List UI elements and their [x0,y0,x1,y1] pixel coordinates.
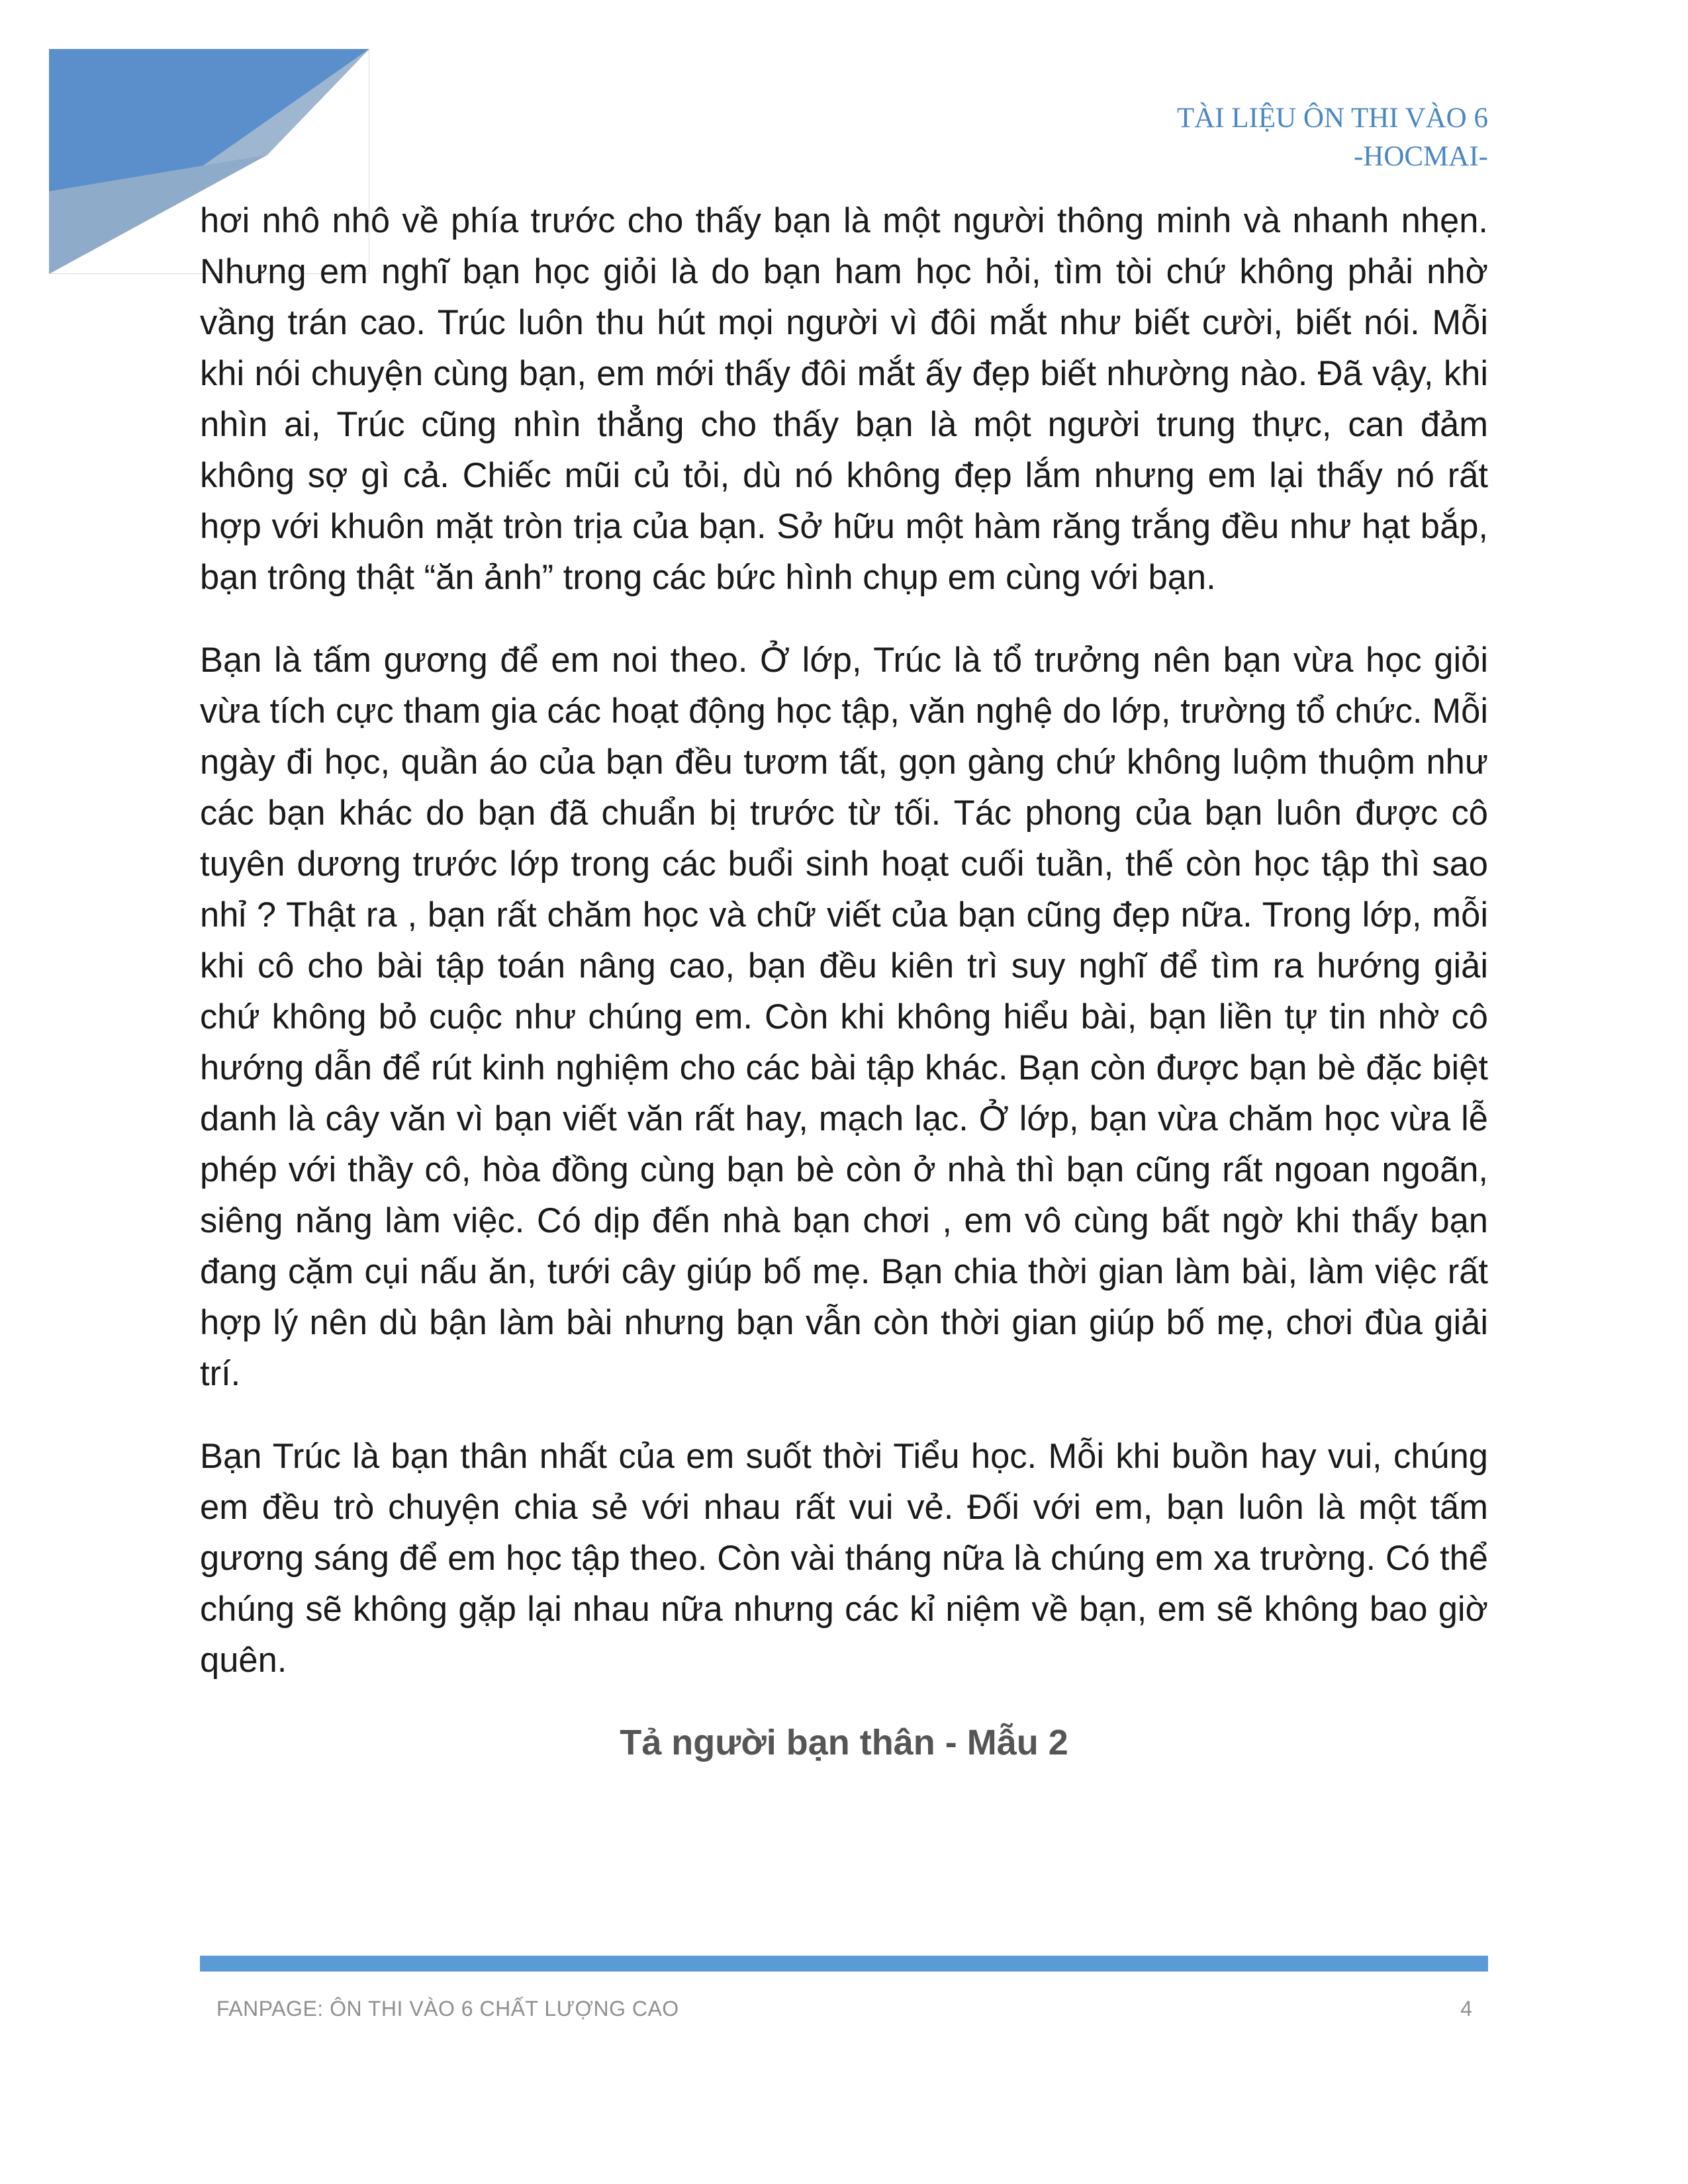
section-title: Tả người bạn thân - Mẫu 2 [620,1723,1068,1762]
body-paragraph-1: hơi nhô nhô về phía trước cho thấy bạn là một người thông minh và nhanh nhẹn. Nhưng em nghĩ bạn học giỏi là do bạn ham học hỏi, tìm tòi chứ không phải nhờ vầng trán cao. Trúc luôn thu hút mọi người vì đôi mắt như biết cười, biết nói. Mỗi khi nói chuyện cùng bạn, em mới thấy đôi mắt ấy đẹp biết nhường nào. Đã vậy, khi nhìn ai, Trúc cũng nhìn thẳng cho thấy bạn là một người trung thực, can đảm không sợ gì cả. Chiếc mũi củ tỏi, dù nó không đẹp lắm nhưng em lại thấy nó rất hợp với khuôn mặt tròn trịa của bạn. Sở hữu một hàm răng trắng đều như hạt bắp, bạn trông thật “ăn ảnh” trong các bức hình chụp em cùng với bạn. [200,201,1488,597]
document-header [1177,99,1488,176]
footer-fanpage-text: FANPAGE: ÔN THI VÀO 6 CHẤT LƯỢNG CAO [216,1997,679,2021]
document-body [200,195,1488,1768]
footer-divider [200,1956,1488,1972]
body-paragraph-2: Bạn là tấm gương để em noi theo. Ở lớp, Trúc là tổ trưởng nên bạn vừa học giỏi vừa tích cực tham gia các hoạt động học tập, văn nghệ do lớp, trường tổ chức. Mỗi ngày đi học, quần áo của bạn đều tươm tất, gọn gàng chứ không luộm thuộm như các bạn khác do bạn đã chuẩn bị trước từ tối. Tác phong của bạn luôn được cô tuyên dương trước lớp trong các buổi sinh hoạt cuối tuần, thế còn học tập thì sao nhỉ ? Thật ra , bạn rất chăm học và chữ viết của bạn cũng đẹp nữa. Trong lớp, mỗi khi cô cho bài tập toán nâng cao, bạn đều kiên trì suy nghĩ để tìm ra hướng giải chứ không bỏ cuộc như chúng em. Còn khi không hiểu bài, bạn liền tự tin nhờ cô hướng dẫn để rút kinh nghiệm cho các bài tập khác. Bạn còn được bạn bè đặc biệt danh là cây văn vì bạn viết văn rất hay, mạch lạc. Ở lớp, bạn vừa chăm học vừa lễ phép với thầy cô, hòa đồng cùng bạn bè còn ở nhà thì bạn cũng rất ngoan ngoãn, siêng năng làm việc. Có dịp đến nhà bạn chơi , em vô cùng bất ngờ khi thấy bạn đang cặm cụi nấu ăn, tưới cây giúp bố mẹ. Bạn chia thời gian làm bài, làm việc rất hợp lý nên dù bận làm bài nhưng bạn vẫn còn thời gian giúp bố mẹ, chơi đùa giải trí. [200,641,1488,1393]
header-title: TÀI LIỆU ÔN THI VÀO 6 [1176,103,1488,134]
header-subtitle: -HOCMAI- [1353,141,1488,172]
page-number: 4 [1460,1997,1472,2021]
body-paragraph-3: Bạn Trúc là bạn thân nhất của em suốt thời Tiểu học. Mỗi khi buồn hay vui, chúng em đều trò chuyện chia sẻ với nhau rất vui vẻ. Đối với em, bạn luôn là một tấm gương sáng để em học tập theo. Còn vài tháng nữa là chúng em xa trường. Có thể chúng sẽ không gặp lại nhau nữa nhưng các kỉ niệm về bạn, em sẽ không bao giờ quên. [200,1437,1488,1680]
